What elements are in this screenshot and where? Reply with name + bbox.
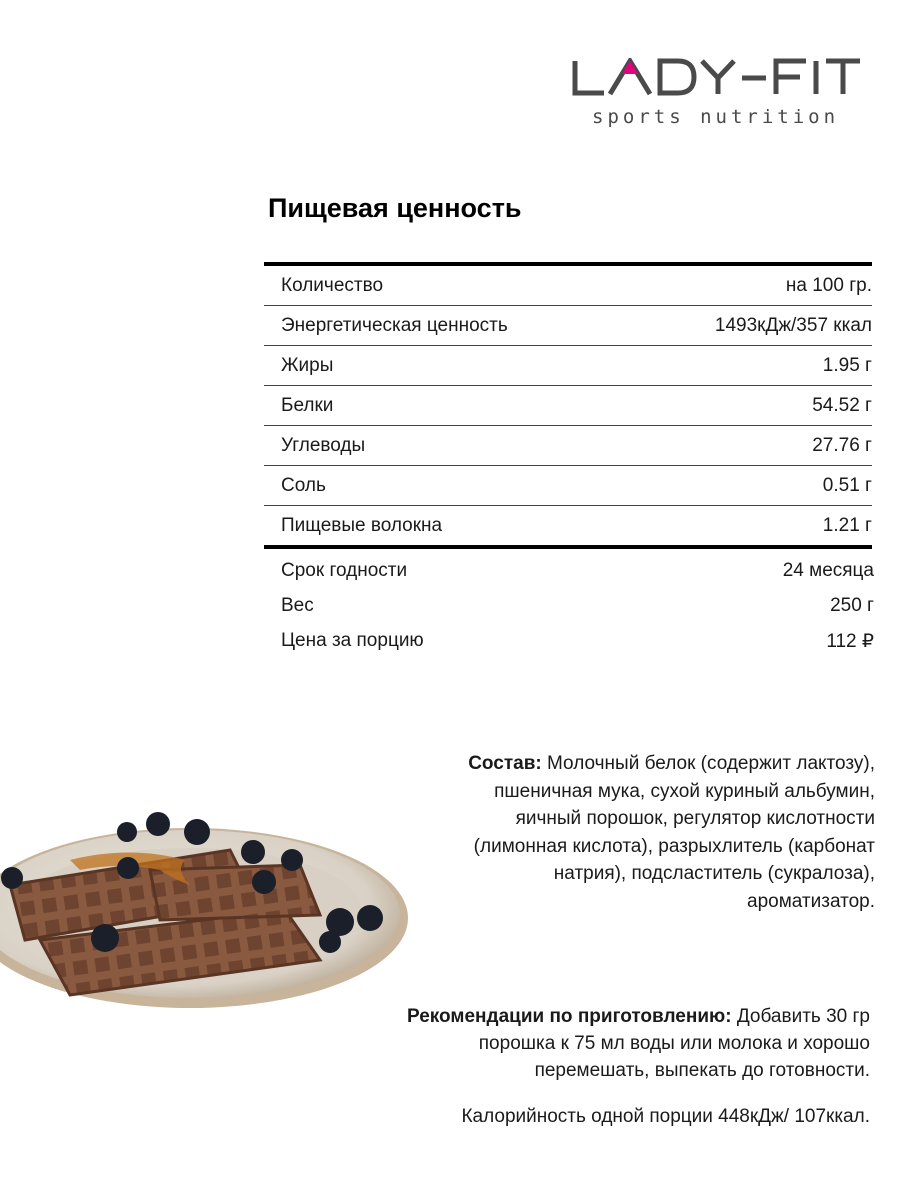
table-row [264, 266, 872, 306]
row-value: 1493кДж/357 ккал [714, 314, 872, 336]
composition-body: Молочный белок (содержит лактозу), пшеничная мука, сухой куриный альбумин, яичный порошок, регулятор кислотности (лимонная кислота), разрыхлитель (карбонат натрия), подсластитель (сукралоза), ароматизатор. [473, 753, 875, 912]
waffles-plate-image [0, 790, 420, 1030]
detail-label: Вес [281, 595, 314, 616]
detail-label: Срок годности [281, 560, 408, 581]
table-row [264, 346, 872, 386]
detail-value: 112 ₽ [826, 631, 874, 652]
composition-text [430, 750, 875, 915]
preparation-body: Добавить 30 гр порошка к 75 мл воды или молока и хорошо перемешать, выпекать до готовности. [478, 1006, 870, 1081]
detail-row [281, 560, 874, 595]
detail-row [281, 630, 874, 665]
row-label: Пищевые волокна [281, 514, 443, 536]
row-label: Жиры [281, 354, 334, 376]
row-value: 0.51 г [822, 474, 872, 496]
row-value: 54.52 г [812, 394, 872, 416]
brand-logo [570, 58, 870, 128]
detail-row [281, 595, 874, 630]
row-value: 1.95 г [822, 354, 872, 376]
page-title: Пищевая ценность [268, 193, 522, 223]
serving-calories: Калорийность одной порции 448кДж/ 107ккал. [461, 1106, 870, 1127]
row-label: Количество [281, 274, 384, 296]
table-row [264, 386, 872, 426]
table-row [264, 506, 872, 545]
preparation-text [380, 1003, 870, 1084]
detail-value: 250 г [830, 595, 874, 616]
row-label: Углеводы [281, 434, 366, 456]
table-row [264, 466, 872, 506]
product-details [281, 560, 874, 665]
table-row [264, 306, 872, 346]
lady-fit-logo-mark [570, 58, 862, 98]
composition-heading: Состав: [468, 753, 542, 774]
logo-tagline: sports nutrition [592, 106, 840, 128]
row-label: Энергетическая ценность [281, 314, 508, 336]
row-label: Соль [281, 474, 326, 496]
detail-value: 24 месяца [782, 560, 874, 581]
row-label: Белки [281, 394, 334, 416]
table-row [264, 426, 872, 466]
detail-label: Цена за порцию [281, 630, 424, 651]
row-value: 27.76 г [812, 434, 872, 456]
nutrition-table [264, 262, 872, 549]
preparation-heading: Рекомендации по приготовлению: [407, 1006, 732, 1027]
row-value: 1.21 г [822, 514, 872, 536]
row-value: на 100 гр. [785, 274, 872, 296]
